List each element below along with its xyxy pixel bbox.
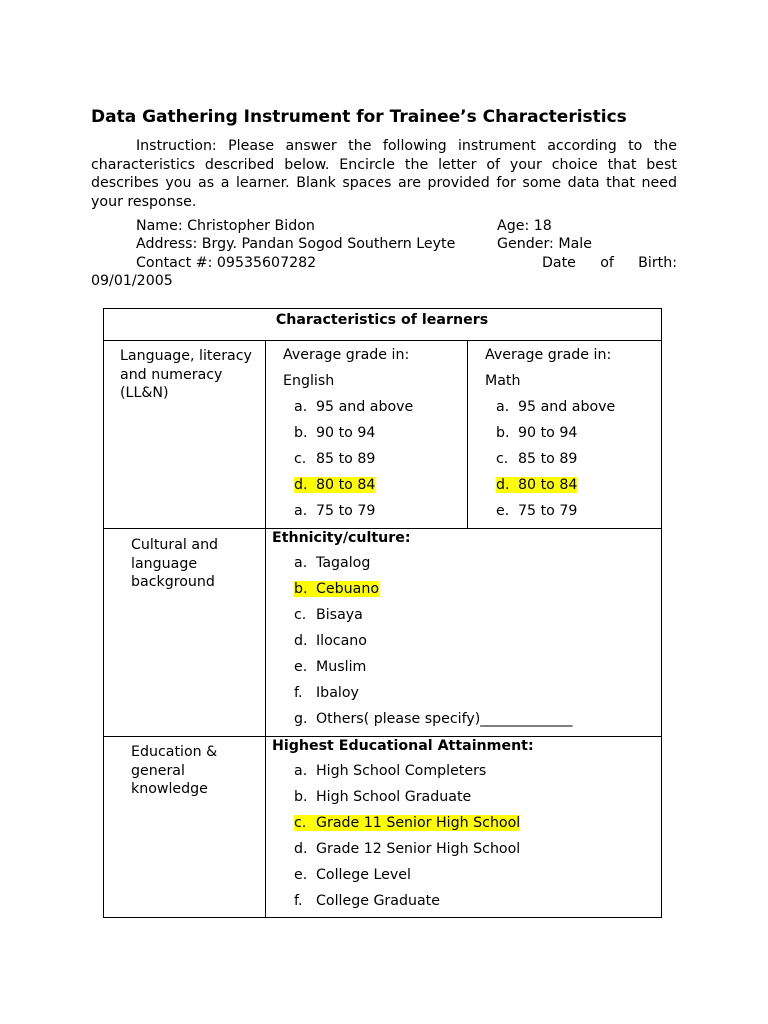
option-label: Grade 12 Senior High School [316,841,521,857]
option-item [294,397,413,417]
option-label: High School Completers [316,763,487,779]
option-letter: c. [294,451,307,467]
option-letter: f. [294,685,303,701]
option-text [294,685,359,701]
option-item [294,865,411,885]
option-text [294,893,440,909]
option-label: 90 to 94 [518,425,578,441]
option-letter: d. [294,477,308,493]
option-item [294,761,486,781]
option-label: 80 to 84 [316,477,376,493]
option-letter: a. [294,763,308,779]
option-item [294,501,375,521]
option-letter: e. [496,503,510,519]
option-letter: d. [294,633,308,649]
option-text [496,477,577,493]
info-dob-label [542,255,677,271]
table-border-bottom [103,917,662,918]
option-item [294,449,375,469]
info-name: Name: Christopher Bidon [136,218,315,234]
option-label: Ilocano [316,633,367,649]
option-item [294,657,366,677]
option-letter: a. [496,399,510,415]
option-text [294,399,413,415]
option-label: College Level [316,867,411,883]
table-border-top [103,308,662,309]
option-text [294,659,366,675]
option-label: High School Graduate [316,789,472,805]
option-item [294,891,440,911]
dob-word: Birth: [638,255,677,271]
option-letter: a. [294,503,308,519]
table-header: Characteristics of learners [275,312,489,328]
option-letter: d. [294,841,308,857]
option-item [294,683,359,703]
info-dob-value: 09/01/2005 [91,273,173,289]
option-letter: d. [496,477,510,493]
option-text [294,555,370,571]
info-gender: Gender: Male [497,236,592,252]
option-letter: b. [294,425,308,441]
option-letter: c. [294,815,307,831]
option-label: Muslim [316,659,367,675]
option-text [294,607,363,623]
option-label: Grade 11 Senior High School [316,815,521,831]
option-label: 95 and above [316,399,414,415]
option-item [294,423,375,443]
option-letter: b. [294,789,308,805]
option-label: 90 to 94 [316,425,376,441]
option-label: 95 and above [518,399,616,415]
option-letter: f. [294,893,303,909]
option-text [294,581,379,597]
option-text [294,425,375,441]
option-letter: e. [294,867,308,883]
option-letter: a. [294,555,308,571]
option-item [294,579,379,599]
option-text [294,451,375,467]
option-text [294,503,375,519]
option-letter: g. [294,711,308,727]
option-text [294,789,471,805]
info-age: Age: 18 [497,218,552,234]
row-label-education: Education & general knowledge [131,744,218,797]
option-item [496,449,577,469]
option-text [496,503,577,519]
option-item [294,605,363,625]
option-item [496,475,577,495]
option-text [294,711,572,727]
table-border-left [103,308,104,918]
option-label: 75 to 79 [518,503,578,519]
option-text [294,477,375,493]
instruction-paragraph: Instruction: Please answer the following instrument according to the characteristics described below. Encircle the letter of your choice that best describes you as a learner. Blank spaces are provided for some data that need your response. [91,138,677,210]
option-letter: c. [496,451,509,467]
row-label-culture: Cultural and language background [131,537,219,590]
option-label: Tagalog [316,555,371,571]
option-text [294,867,411,883]
education-heading: Highest Educational Attainment: [272,738,534,754]
option-item [294,475,375,495]
culture-heading: Ethnicity/culture: [272,530,411,546]
option-item [294,787,471,807]
table-border-right [661,308,662,918]
option-label: 85 to 89 [518,451,578,467]
option-letter: b. [496,425,510,441]
option-label: 75 to 79 [316,503,376,519]
info-contact: Contact #: 09535607282 [136,255,317,271]
math-subject: Math [485,373,521,389]
table-column-divider [265,340,266,918]
option-text [496,425,577,441]
table-row-divider [103,340,662,341]
option-item [496,423,577,443]
option-letter: b. [294,581,308,597]
option-item [294,631,367,651]
math-heading: Average grade in: [485,347,612,363]
option-text [496,399,615,415]
option-label: College Graduate [316,893,440,909]
option-letter: c. [294,607,307,623]
option-label: Cebuano [316,581,379,597]
page-title: Data Gathering Instrument for Trainee’s Characteristics [91,107,627,127]
option-text [294,841,520,857]
option-letter: e. [294,659,308,675]
option-item [294,709,572,729]
option-item [294,553,370,573]
option-item [294,813,520,833]
option-text [294,763,486,779]
option-item [294,839,520,859]
option-text [294,815,520,831]
option-text [496,451,577,467]
option-item [496,501,577,521]
option-label: 85 to 89 [316,451,376,467]
dob-word: Date [542,255,576,271]
option-label: Ibaloy [316,685,359,701]
option-label: Others( please specify)_____________ [316,711,573,727]
option-label: 80 to 84 [518,477,578,493]
english-subject: English [283,373,335,389]
english-heading: Average grade in: [283,347,410,363]
option-letter: a. [294,399,308,415]
option-item [496,397,615,417]
row-label-lln: Language, literacy and numeracy (LL&N) [120,348,252,401]
option-label: Bisaya [316,607,363,623]
option-text [294,633,367,649]
dob-word: of [600,255,614,271]
table-column-divider [467,340,468,529]
info-address: Address: Brgy. Pandan Sogod Southern Leyte [136,236,456,252]
